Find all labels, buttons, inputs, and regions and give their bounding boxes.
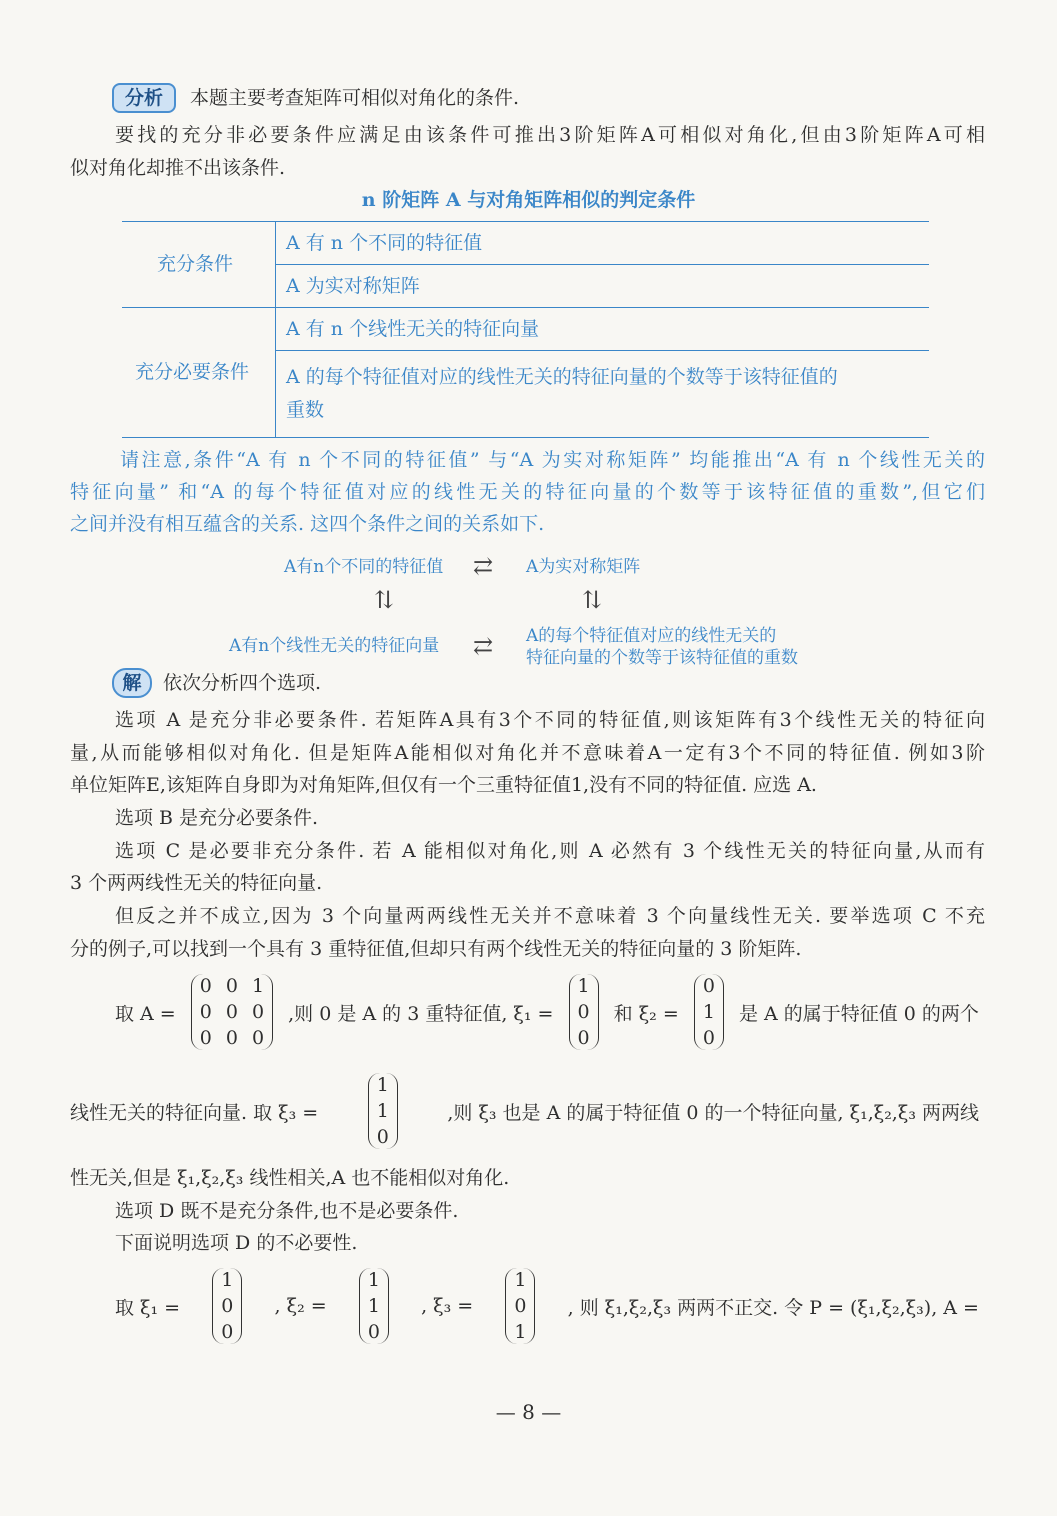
solution-badge: 解 xyxy=(112,668,152,698)
table-title: n 阶矩阵 A 与对角矩阵相似的判定条件 xyxy=(361,189,696,211)
solution-line: 性无关,但是 ξ₁,ξ₂,ξ₃ 线性相关,A 也不能相似对角化. xyxy=(70,1167,510,1189)
math-text: , ξ₃ = xyxy=(421,1295,474,1317)
matrix-entry: 1 xyxy=(702,1001,715,1023)
solution-line: 选项 A 是充分非必要条件. 若矩阵A具有3个不同的特征值,则该矩阵有3个线性无关的特征向 xyxy=(115,709,985,731)
math-text: 和 ξ₂ = xyxy=(613,1002,679,1025)
matrix-line xyxy=(115,970,985,1054)
matrix-entry: 0 xyxy=(702,1027,715,1049)
matrix-entry: 0 xyxy=(199,1001,212,1023)
note-line: 特征向量” 和“A 的每个特征值对应的线性无关的特征向量的个数等于该特征值的重数”,但它们 xyxy=(70,481,985,503)
math-text: , 则 ξ₁,ξ₂,ξ₃ 两两不正交. 令 P = (ξ₁,ξ₂,ξ₃), A = xyxy=(567,1296,979,1319)
matrix-entry: 0 xyxy=(577,1027,590,1049)
diagram-node: A的每个特征值对应的线性无关的 xyxy=(526,626,777,646)
solution-line: 选项 B 是充分必要条件. xyxy=(115,807,319,829)
matrix-line xyxy=(70,1068,985,1154)
not-equivalent-arrow-icon: ⇅ xyxy=(582,586,603,614)
math-text: ,则 0 是 A 的 3 重特征值, ξ₁ = xyxy=(288,1002,554,1025)
matrix-entry: 0 xyxy=(199,975,212,997)
equivalent-arrow-icon: ⇄ xyxy=(473,632,494,660)
table-group-label: 充分必要条件 xyxy=(135,361,250,383)
analysis-intro: 本题主要考查矩阵可相似对角化的条件. xyxy=(190,87,520,109)
diagram-node: A为实对称矩阵 xyxy=(526,557,641,577)
vector-xi1 xyxy=(569,974,599,1050)
matrix-entry: 1 xyxy=(376,1074,389,1096)
matrix-entry: 1 xyxy=(577,975,590,997)
matrix-entry: 0 xyxy=(577,1001,590,1023)
matrix-entry: 1 xyxy=(514,1321,527,1343)
solution-line: 但反之并不成立,因为 3 个向量两两线性无关并不意味着 3 个向量线性无关. 要举选项 C 不充 xyxy=(115,905,985,927)
diagram-node: 特征向量的个数等于该特征值的重数 xyxy=(526,648,798,668)
vector-xi1 xyxy=(212,1268,242,1344)
matrix-entry: 0 xyxy=(702,975,715,997)
solution-intro: 依次分析四个选项. xyxy=(163,672,322,694)
matrix-entry: 0 xyxy=(225,975,238,997)
vector-xi3 xyxy=(505,1268,535,1344)
matrix-A xyxy=(191,974,273,1050)
table-divider xyxy=(275,221,276,437)
analysis-line: 要找的充分非必要条件应满足由该条件可推出3阶矩阵A可相似对角化,但由3阶矩阵A可相 xyxy=(115,124,985,146)
solution-line: 量,从而能够相似对角化. 但是矩阵A能相似对角化并不意味着A一定有3个不同的特征值. 例如3阶 xyxy=(70,742,985,764)
matrix-entry: 0 xyxy=(199,1027,212,1049)
table-cell: A 为实对称矩阵 xyxy=(286,275,420,297)
note-line: 之间并没有相互蕴含的关系. 这四个条件之间的关系如下. xyxy=(70,513,545,535)
matrix-entry: 0 xyxy=(251,1027,265,1049)
matrix-entry: 0 xyxy=(225,1027,238,1049)
diagram-node: A有n个不同的特征值 xyxy=(284,557,444,577)
table-cell: A 有 n 个线性无关的特征向量 xyxy=(286,318,540,340)
note-line: 请注意,条件“A 有 n 个不同的特征值” 与“A 为实对称矩阵” 均能推出“A 有 n 个线性无关的 xyxy=(120,449,985,471)
table-rule xyxy=(122,221,929,222)
vector-xi3 xyxy=(368,1073,398,1149)
matrix-entry: 0 xyxy=(514,1295,527,1317)
solution-line: 单位矩阵E,该矩阵自身即为对角矩阵,但仅有一个三重特征值1,没有不同的特征值. 应选 A. xyxy=(70,774,817,796)
math-text: 取 ξ₁ = xyxy=(115,1296,181,1319)
math-text: , ξ₂ = xyxy=(274,1295,327,1317)
matrix-entry: 0 xyxy=(376,1126,389,1148)
vector-xi2 xyxy=(359,1268,389,1344)
solution-line: 下面说明选项 D 的不必要性. xyxy=(115,1232,358,1254)
solution-line: 3 个两两线性无关的特征向量. xyxy=(70,872,323,894)
not-equivalent-arrow-icon: ⇄ xyxy=(473,552,494,580)
matrix-entry: 1 xyxy=(367,1295,380,1317)
matrix-entry: 0 xyxy=(221,1295,234,1317)
equivalent-arrow-icon: ⇅ xyxy=(374,586,395,614)
table-cell: A 有 n 个不同的特征值 xyxy=(286,232,483,254)
solution-line: 选项 C 是必要非充分条件. 若 A 能相似对角化,则 A 必然有 3 个线性无关的特征向量,从而有 xyxy=(115,840,985,862)
table-cell: A 的每个特征值对应的线性无关的特征向量的个数等于该特征值的 xyxy=(286,366,838,388)
matrix-entry: 1 xyxy=(221,1269,234,1291)
solution-line: 选项 D 既不是充分条件,也不是必要条件. xyxy=(115,1200,459,1222)
matrix-line xyxy=(115,1264,985,1348)
analysis-line: 似对角化却推不出该条件. xyxy=(70,157,286,179)
table-group-label: 充分条件 xyxy=(157,253,234,275)
diagram-node: A有n个线性无关的特征向量 xyxy=(229,636,440,656)
analysis-badge: 分析 xyxy=(112,83,176,113)
table-rule xyxy=(275,350,929,351)
matrix-entry: 0 xyxy=(251,1001,265,1023)
matrix-entry: 0 xyxy=(367,1321,380,1343)
page-number: — 8 — xyxy=(495,1400,562,1424)
matrix-entry: 1 xyxy=(514,1269,527,1291)
table-rule xyxy=(275,264,929,265)
vector-xi2 xyxy=(694,974,724,1050)
math-text: 线性无关的特征向量. 取 ξ₃ = xyxy=(70,1101,319,1124)
table-cell: 重数 xyxy=(286,399,325,421)
math-text: ,则 ξ₃ 也是 A 的属于特征值 0 的一个特征向量, ξ₁,ξ₂,ξ₃ 两两线 xyxy=(447,1101,979,1124)
matrix-entry: 0 xyxy=(225,1001,238,1023)
matrix-entry: 1 xyxy=(367,1269,380,1291)
solution-line: 分的例子,可以找到一个具有 3 重特征值,但却只有两个线性无关的特征向量的 3 阶矩阵. xyxy=(70,938,802,960)
math-text: 取 A = xyxy=(115,1002,176,1025)
table-rule xyxy=(122,307,929,308)
table-rule xyxy=(122,437,929,438)
matrix-entry: 0 xyxy=(221,1321,234,1343)
matrix-entry: 1 xyxy=(376,1100,389,1122)
math-text: 是 A 的属于特征值 0 的两个 xyxy=(738,1002,979,1025)
matrix-entry: 1 xyxy=(251,975,265,997)
